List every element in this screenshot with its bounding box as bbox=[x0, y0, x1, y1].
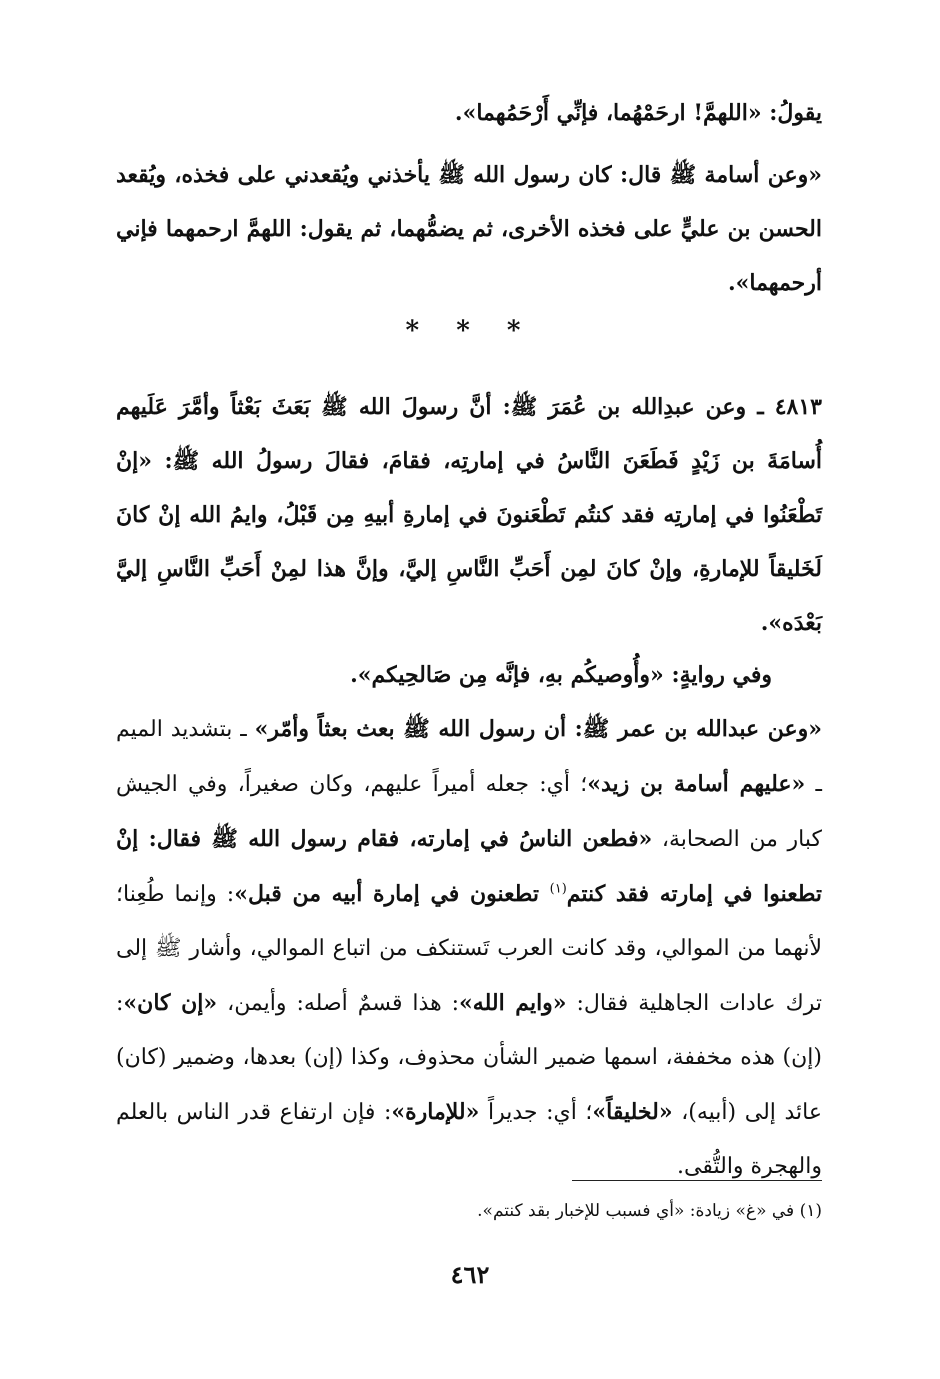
hadith-4813: ٤٨١٣ ـ وعن عبدِالله بن عُمَرَ ﷺ: أنَّ رسولَ الله ﷺ بَعَثَ بَعْثاً وأمَّرَ عَلَيهم أُسامَةَ بن زَيْدٍ فَطَعَنَ النَّاسُ في إمارتِه، فقامَ، فقالَ رسولُ الله ﷺ: «إنْ تَطْعَنُوا في إمارتِه فقد كنتُم تَطْعَنونَ في إمارةِ أبيهِ مِن قَبْلُ، وايمُ الله إنْ كانَ لَخَليقاً للإمارةِ، وإنْ كانَ لمِن أَحَبِّ النَّاسِ إليَّ، وإنَّ هذا لمِنْ أَحَبِّ النَّاسِ إليَّ بَعْدَه». bbox=[116, 394, 822, 636]
commentary-text-6: ؛ أي: جديراً bbox=[479, 1100, 593, 1125]
commentary-text-7: : فإن ارتفاع قدر الناس بالعلم والهجرة والتُّقى. bbox=[116, 1100, 822, 1179]
commentary-quote-6: «إن كان» bbox=[123, 990, 218, 1016]
commentary-text-2: ؛ أي: جعله أميراً عليهم، وكان صغيراً، وفي الجيش كبار من الصحابة، bbox=[116, 772, 822, 852]
footnote-divider bbox=[572, 1180, 822, 1181]
commentary-text-5: : (إن) هذه مخففة، اسمها ضمير الشأن محذوف، وكذا (إن) بعدها، وضمير (كان) عائد إلى (أبيه)، bbox=[116, 991, 822, 1125]
section-separator: * * * bbox=[405, 316, 535, 346]
commentary-text-1: ـ بتشديد الميم ـ bbox=[116, 717, 822, 797]
hadith-riwaya: وفي روايةٍ: «وأُوصيكُم بهِ، فإنَّه مِن صَالحِيكم». bbox=[350, 662, 772, 688]
commentary-quote-3: «فطعن الناسُ في إمارته، فقام رسول الله ﷺ فقال: إنْ تطعنوا في إمارته فقد كنتم bbox=[116, 826, 823, 907]
footnote: (١) في «غ» زيادة: «أي فسبب للإخبار بقد كنتم». bbox=[477, 1201, 822, 1221]
commentary-quote-8: «للإمارة» bbox=[391, 1099, 480, 1125]
commentary-quote-5: «وايم الله» bbox=[459, 990, 567, 1016]
commentary-text-4: : هذا قسمٌ أصله: وأيمن، bbox=[217, 991, 460, 1016]
commentary-quote-2: «عليهم أسامة بن زيد» bbox=[587, 771, 806, 797]
opening-line: يقولُ: «اللهمَّ! ارحَمْهُما، فإنِّي أَرْحَمُهما». bbox=[454, 100, 822, 126]
commentary-quote-1: «وعن عبدالله بن عمر ﷺ: أن رسول الله ﷺ بعث بعثاً وأمّر» bbox=[254, 716, 822, 742]
commentary-quote-4: تطعنون في إمارة أبيه من قبل» bbox=[234, 881, 550, 907]
commentary-text-3: : وإنما طُعِنا؛ لأنهما من الموالي، وقد كانت العرب تَستنكف من اتباع الموالي، وأشار ﷺ إلى ترك عادات الجاهلية فقال: bbox=[116, 882, 822, 1016]
commentary-paragraph bbox=[116, 702, 822, 1194]
hadith-usama: «وعن أسامة ﷺ قال: كان رسول الله ﷺ يأخذني ويُقعدني على فخذه، ويُقعد الحسن بن عليٍّ على فخذه الأخرى، ثم يضمُّهما، ثم يقول: اللهمَّ ارحمهما فإني أرحمهما». bbox=[116, 162, 822, 296]
page-number: ٤٦٢ bbox=[450, 1260, 490, 1289]
footnote-marker: (١) bbox=[549, 881, 567, 897]
commentary-quote-7: «لخليقاً» bbox=[592, 1099, 673, 1125]
